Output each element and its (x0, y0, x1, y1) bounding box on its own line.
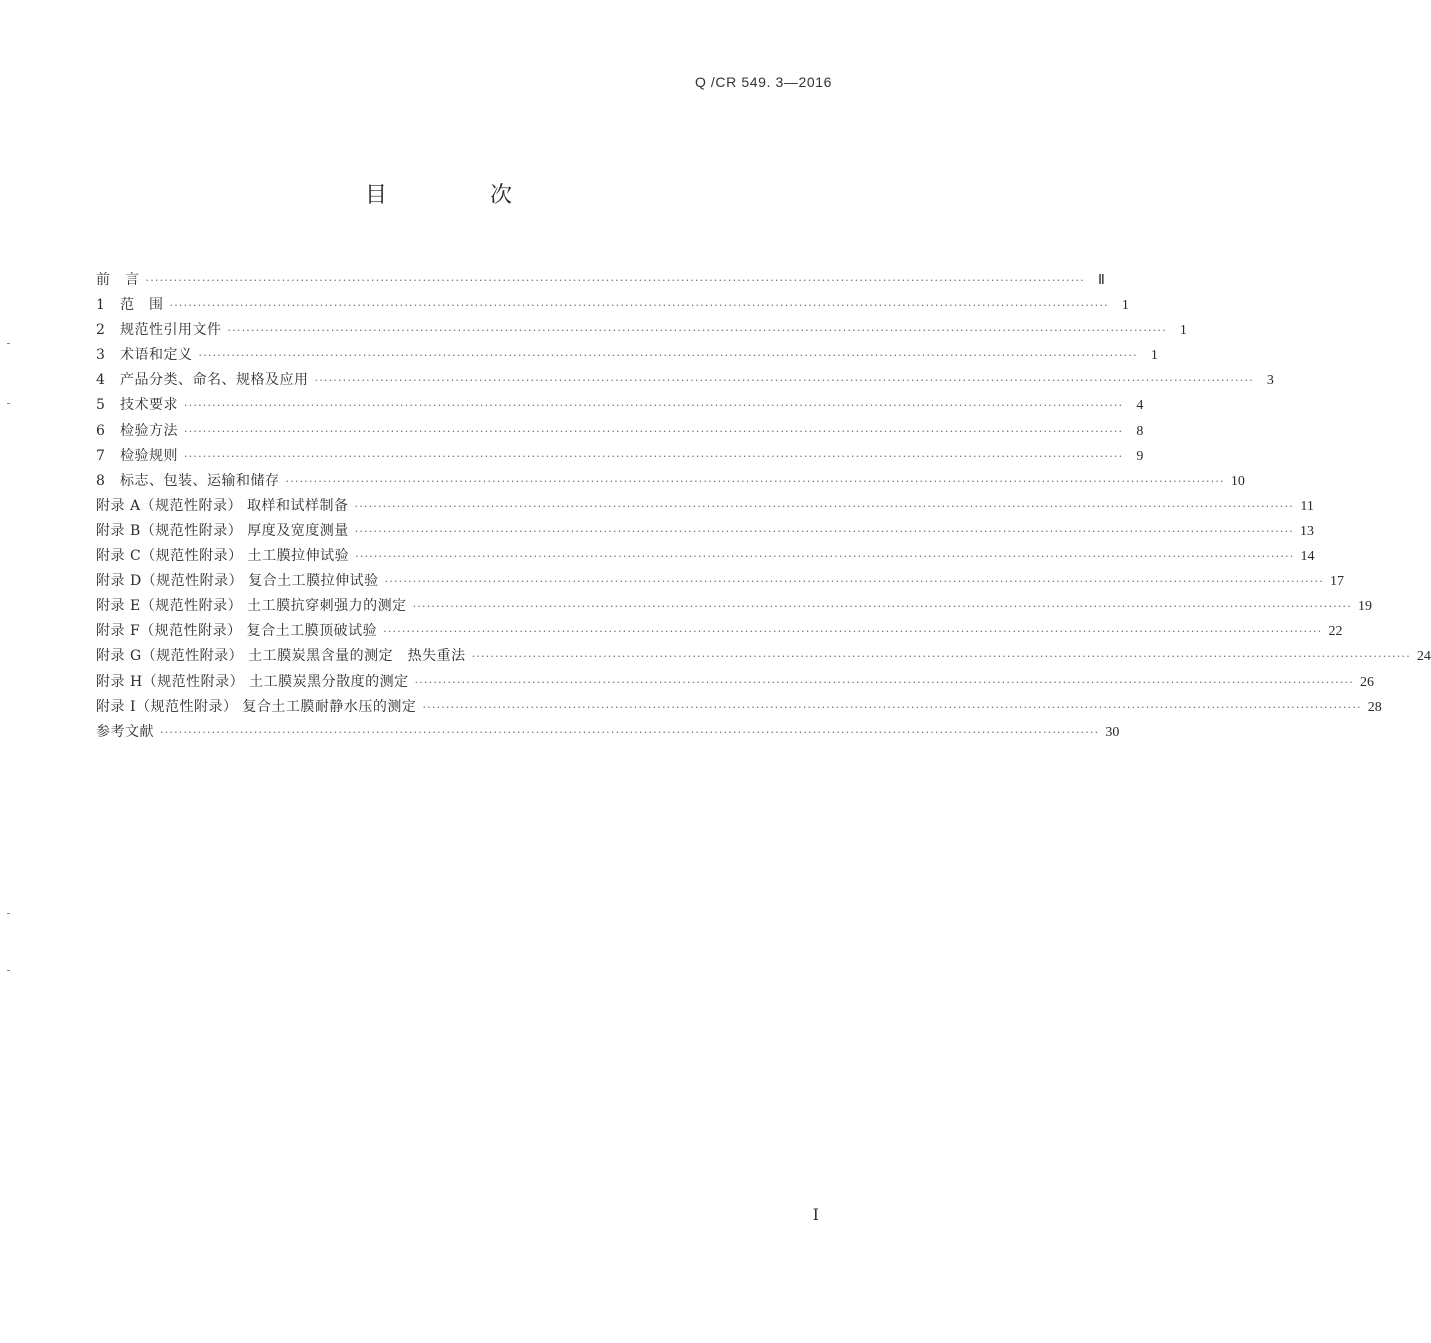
dot-leader: ········································································································································································································ (184, 399, 1124, 413)
toc-entry-label (96, 619, 377, 644)
toc-entry[interactable] (96, 368, 1274, 393)
toc-entry-label (96, 670, 409, 695)
toc-entry-page: 26 (1359, 674, 1374, 690)
toc-entry-page: 11 (1300, 498, 1314, 514)
toc-entry[interactable] (96, 419, 1144, 444)
toc-entry-number: 5 (96, 397, 106, 414)
toc-entry-text: 附录 A（规范性附录） 取样和试样制备 (96, 497, 349, 514)
toc-entry-label (96, 695, 416, 720)
toc-entry[interactable] (96, 720, 1120, 745)
dot-leader: ········································································································································································································ (355, 550, 1295, 564)
toc-entry-page: 28 (1367, 699, 1382, 715)
toc-entry[interactable] (96, 644, 1431, 669)
toc-entry-label (96, 519, 349, 544)
dot-leader: ········································································································································································································ (169, 299, 1109, 313)
toc-entry-label (96, 318, 222, 343)
toc-entry-label (96, 419, 178, 444)
toc-entry-text: 附录 C（规范性附录） 土工膜拉伸试验 (96, 548, 350, 565)
toc-entry[interactable] (96, 519, 1315, 544)
toc-entry-page: 1 (1150, 348, 1158, 364)
dot-leader: ········································································································································································································ (184, 424, 1124, 438)
toc-entry-label (96, 469, 280, 494)
dot-leader: ········································································································································································································ (184, 449, 1124, 463)
toc-entry-label (96, 594, 407, 619)
standard-code: Q /CR 549. 3—2016 (694, 74, 832, 90)
toc-entry-text: 技术要求 (120, 397, 178, 414)
toc-entry-page: 24 (1416, 649, 1431, 665)
table-of-contents (96, 268, 1431, 745)
toc-entry-label (96, 720, 154, 745)
dot-leader: ········································································································································································································ (383, 625, 1323, 639)
toc-entry[interactable] (96, 619, 1343, 644)
toc-entry-label (96, 293, 164, 318)
toc-entry-page: 3 (1266, 373, 1274, 389)
toc-entry-label (96, 544, 349, 569)
toc-entry-label (96, 343, 193, 368)
toc-entry-page: 19 (1357, 599, 1372, 615)
toc-entry[interactable] (96, 670, 1374, 695)
toc-entry-page: 22 (1328, 624, 1343, 640)
scan-mark (7, 970, 10, 971)
toc-entry[interactable] (96, 343, 1158, 368)
toc-entry-page: 4 (1136, 398, 1144, 414)
toc-entry[interactable] (96, 393, 1144, 418)
toc-entry[interactable] (96, 544, 1315, 569)
toc-entry-label (96, 444, 178, 469)
toc-entry-text: 范 围 (120, 297, 164, 314)
toc-entry-label (96, 368, 309, 393)
dot-leader: ········································································································································································································ (285, 474, 1225, 488)
dot-leader: ········································································································································································································ (160, 725, 1100, 739)
toc-entry-number: 7 (96, 447, 106, 464)
toc-entry[interactable] (96, 318, 1187, 343)
toc-entry-text: 附录 H（规范性附录） 土工膜炭黑分散度的测定 (96, 673, 409, 690)
toc-entry-label (96, 644, 466, 669)
dot-leader: ········································································································································································································ (384, 575, 1324, 589)
toc-entry-page: 8 (1136, 423, 1144, 439)
toc-entry-page: 1 (1179, 323, 1187, 339)
toc-entry[interactable] (96, 293, 1129, 318)
toc-entry-text: 标志、包装、运输和储存 (120, 472, 280, 489)
dot-leader: ········································································································································································································ (471, 650, 1411, 664)
page-title: 目 次 (365, 183, 560, 208)
toc-entry-text: 规范性引用文件 (120, 322, 222, 339)
toc-entry[interactable] (96, 494, 1314, 519)
toc-entry-label (96, 393, 178, 418)
toc-entry-page: 1 (1121, 298, 1129, 314)
toc-entry-number: 1 (96, 297, 106, 314)
toc-entry-text: 产品分类、命名、规格及应用 (120, 372, 309, 389)
toc-entry-number: 6 (96, 422, 106, 439)
dot-leader: ········································································································································································································ (422, 700, 1362, 714)
toc-entry-text: 参考文献 (96, 723, 154, 740)
toc-entry-text: 附录 D（规范性附录） 复合土工膜拉伸试验 (96, 573, 379, 590)
toc-entry[interactable] (96, 695, 1382, 720)
toc-entry-number: 8 (96, 472, 106, 489)
dot-leader: ········································································································································································································ (198, 349, 1138, 363)
toc-entry-label (96, 494, 349, 519)
dot-leader: ········································································································································································································ (354, 524, 1295, 538)
dot-leader: ········································································································································································································ (414, 675, 1354, 689)
toc-entry-text: 附录 B（规范性附录） 厚度及宽度测量 (96, 522, 349, 539)
toc-entry-text: 术语和定义 (120, 347, 193, 364)
toc-entry[interactable] (96, 569, 1344, 594)
scan-mark (7, 343, 10, 344)
toc-entry-page: 13 (1300, 523, 1315, 539)
toc-entry-text: 附录 F（规范性附录） 复合土工膜顶破试验 (96, 623, 378, 640)
toc-entry-number: 3 (96, 347, 106, 364)
dot-leader: ········································································································································································································ (354, 499, 1294, 513)
toc-entry-page: 14 (1300, 549, 1315, 565)
toc-entry[interactable] (96, 444, 1144, 469)
toc-entry-number: 2 (96, 322, 106, 339)
toc-entry-text: 附录 G（规范性附录） 土工膜炭黑含量的测定 热失重法 (96, 648, 466, 665)
toc-entry-label (96, 268, 140, 293)
toc-entry[interactable] (96, 594, 1372, 619)
toc-entry-number: 4 (96, 372, 106, 389)
toc-entry-page: 10 (1230, 473, 1245, 489)
scan-mark (7, 403, 10, 404)
toc-entry-page: 17 (1329, 574, 1344, 590)
toc-entry[interactable] (96, 268, 1105, 293)
toc-entry-page: Ⅱ (1097, 273, 1105, 288)
toc-entry-text: 前 言 (96, 272, 140, 288)
toc-entry-text: 检验规则 (120, 447, 178, 464)
page-number: I (812, 1205, 819, 1224)
toc-entry-text: 检验方法 (120, 422, 178, 439)
dot-leader: ········································································································································································································ (145, 274, 1085, 287)
toc-entry-text: 附录 E（规范性附录） 土工膜抗穿刺强力的测定 (96, 598, 407, 615)
toc-entry-page: 30 (1105, 724, 1120, 740)
toc-entry-text: 附录 I（规范性附录） 复合土工膜耐静水压的测定 (96, 698, 417, 715)
dot-leader: ········································································································································································································ (227, 324, 1167, 338)
toc-entry[interactable] (96, 469, 1245, 494)
dot-leader: ········································································································································································································ (412, 600, 1352, 614)
scan-mark (7, 913, 10, 914)
toc-entry-label (96, 569, 379, 594)
toc-entry-page: 9 (1136, 448, 1144, 464)
dot-leader: ········································································································································································································ (314, 374, 1254, 388)
